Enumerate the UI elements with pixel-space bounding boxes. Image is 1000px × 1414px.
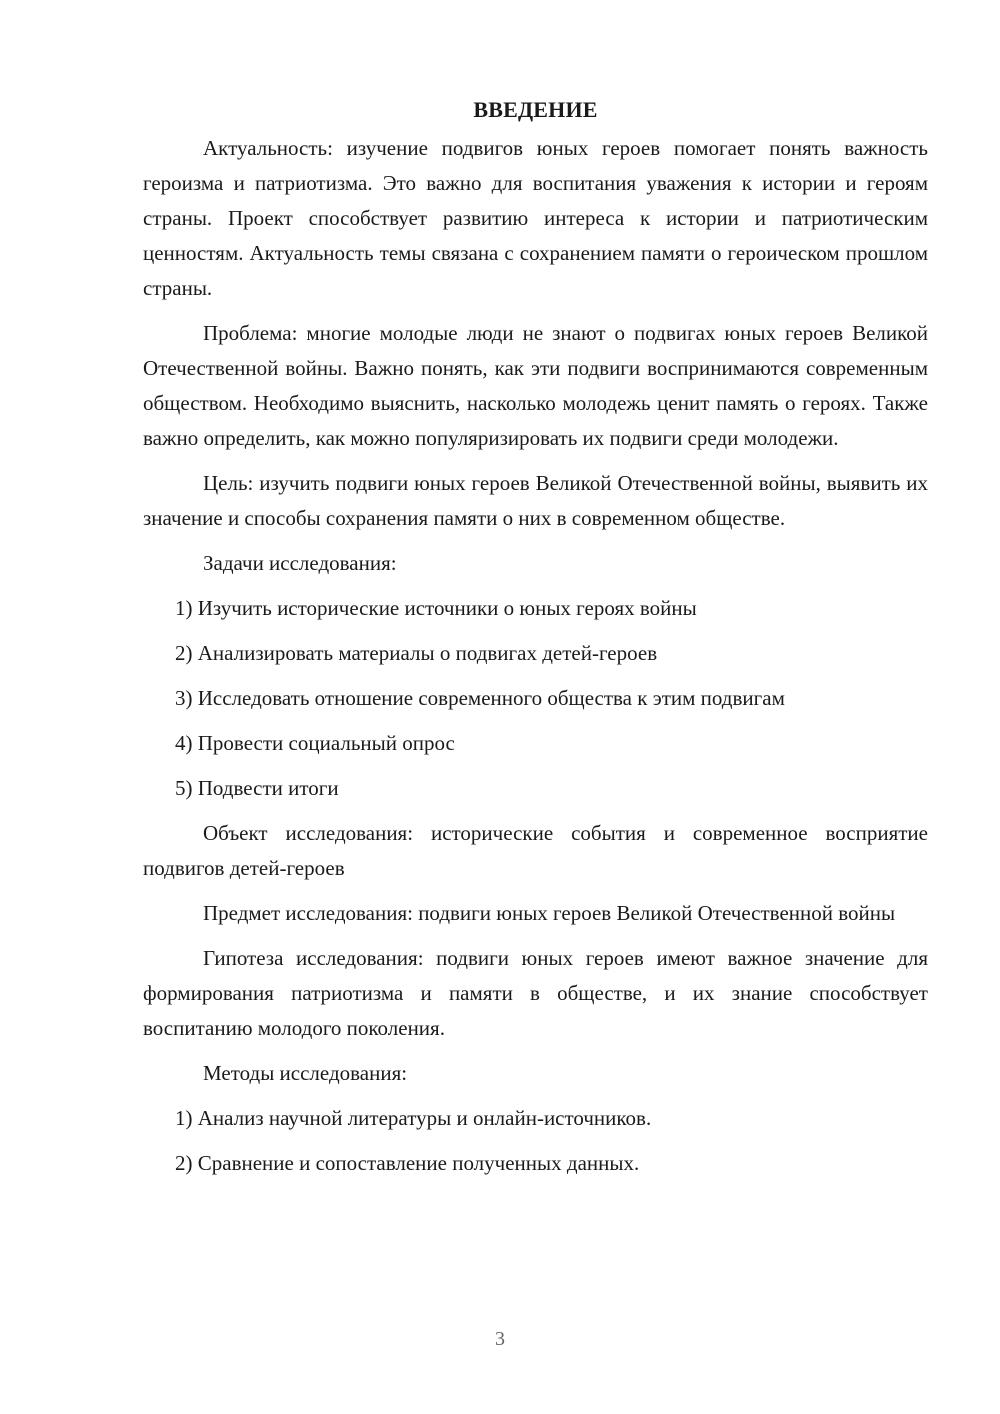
subject-paragraph: Предмет исследования: подвиги юных героев Великой Отечественной войны — [203, 901, 896, 925]
tasks-title: Задачи исследования: — [203, 551, 397, 575]
goal-paragraph: Цель: изучить подвиги юных героев Великой Отечественной войны, выявить их значение и способы сохранения памяти о них в современном обществе. — [143, 471, 928, 530]
task-item: 1) Изучить исторические источники о юных героях войны — [175, 596, 697, 620]
task-item: 2) Анализировать материалы о подвигах детей-героев — [175, 641, 658, 665]
task-item: 3) Исследовать отношение современного общества к этим подвигам — [175, 686, 785, 710]
object-paragraph: Объект исследования: исторические события и современное восприятие подвигов детей-героев — [143, 821, 928, 880]
problem-paragraph: Проблема: многие молодые люди не знают о подвигах юных героев Великой Отечественной войны. Важно понять, как эти подвиги воспринимаются современным обществом. Необходимо выяснить, насколько молодежь ценит память о героях. Также важно определить, как можно популяризировать их подвиги среди молодежи. — [143, 321, 928, 450]
document-page — [143, 92, 928, 1191]
method-item: 1) Анализ научной литературы и онлайн-источников. — [175, 1106, 652, 1130]
hypothesis-paragraph: Гипотеза исследования: подвиги юных героев имеют важное значение для формирования патриотизма и памяти в обществе, и их знание способствует воспитанию молодого поколения. — [143, 946, 928, 1040]
relevance-paragraph: Актуальность: изучение подвигов юных героев помогает понять важность героизма и патриотизма. Это важно для воспитания уважения к истории и героям страны. Проект способствует развитию интереса к истории и патриотическим ценностям. Актуальность темы связана с сохранением памяти о героическом прошлом страны. — [143, 136, 928, 300]
task-item: 4) Провести социальный опрос — [175, 731, 455, 755]
task-item: 5) Подвести итоги — [175, 776, 339, 800]
methods-title: Методы исследования: — [203, 1061, 408, 1085]
page-number: 3 — [495, 1328, 505, 1350]
method-item: 2) Сравнение и сопоставление полученных данных. — [175, 1151, 640, 1175]
section-heading: ВВЕДЕНИЕ — [473, 97, 598, 122]
